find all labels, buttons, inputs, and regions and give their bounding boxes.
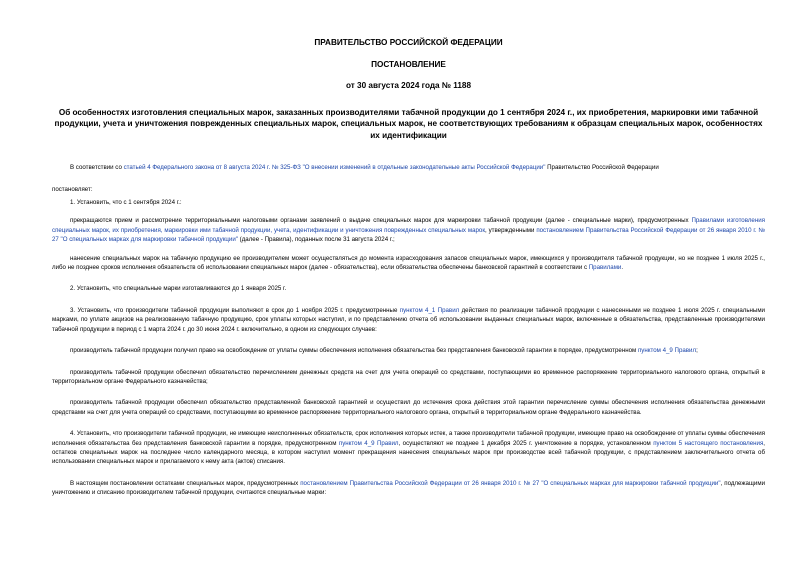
rules-short-link[interactable]: Правилами bbox=[588, 264, 622, 272]
paragraph-2: 2. Установить, что специальные марки изготавливаются до 1 января 2025 г. bbox=[70, 285, 287, 293]
document-title: Об особенностях изготовления специальных марок, заказанных производителями табачной продукции до 1 сентября 2024 г., их приобретения, маркировки ими табачной продукции, учета и уничтожения поврежденных специальных марок, специальных марок, не соответствующих требованиям к образцам специальных марок, особенностях их идентификации bbox=[54, 108, 763, 140]
paragraph-1a bbox=[52, 216, 765, 244]
paragraph-4 bbox=[52, 429, 765, 467]
text: (далее - Правила), поданных после 31 августа 2024 г.; bbox=[237, 236, 395, 244]
document-body bbox=[52, 163, 765, 497]
document-date-number: от 30 августа 2024 года № 1188 bbox=[345, 81, 472, 90]
paragraph-5 bbox=[52, 479, 765, 498]
law-article-link[interactable]: статьей 4 Федерального закона от 8 августа 2024 г. № 325-ФЗ "О внесении изменений в отдельные законодательные акты Российской Федерации" bbox=[123, 164, 546, 172]
rules-point-4-9-link[interactable]: пунктом 4_9 Правил bbox=[338, 439, 399, 447]
point-5-link[interactable]: пунктом 5 настоящего постановления bbox=[653, 439, 764, 447]
text: 4. Установить, что производители табачной продукции, не имеющие неисполненных обязательств, срок исполнения которых истек, а также производители табачной продукции, имеющие право на освобождение от уплаты суммы обеспечения исполнения обязательства без представления банковской гарантии в порядке, предусмотренном bbox=[52, 430, 765, 447]
intro-paragraph bbox=[52, 163, 765, 172]
paragraph-3a bbox=[52, 346, 765, 355]
text: производитель табачной продукции получил право на освобождение от уплаты суммы обеспечения исполнения обязательства без представления банковской гарантии в порядке, предусмотренном bbox=[70, 347, 638, 355]
paragraph-3b: производитель табачной продукции обеспечил обязательство перечислением денежных средств на счет для учета операций со средствами, поступающими во временное распоряжение территориального налогового органа, открытый в территориальном органе Федерального казначейства; bbox=[52, 368, 765, 385]
resolution-27-link[interactable]: постановлением Правительства Российской Федерации от 26 января 2010 г. № 27 "О специальных марках для маркировки табачной продукции" bbox=[300, 479, 721, 487]
rules-point-4-1-link[interactable]: пунктом 4_1 Правил bbox=[399, 306, 460, 314]
text: Правительство Российской Федерации bbox=[545, 164, 659, 172]
paragraph-3 bbox=[52, 306, 765, 334]
text: действия по реализации табачной продукции с нанесенными не позднее 1 июля 2025 г. специальными марками, по уплате акцизов на реализованную табачную продукцию, срок уплаты которых наступил, и по представлению отчета об использовании выданных специальных марок, включенные в обязательства, представленные производителями табачной продукции в период с 1 марта 2024 г. до 30 июня 2024 г. включительно, в одном из следующих случаев: bbox=[52, 306, 765, 333]
resolution-27-link[interactable]: постановлением Правительства Российской Федерации от 26 января 2010 г. № 27 "О специальных марках для маркировки табачной продукции" bbox=[52, 226, 765, 244]
text: ; bbox=[696, 347, 698, 355]
paragraph-3c: производитель табачной продукции обеспечил обязательство представленной банковской гарантией и осуществил до истечения срока действия этой гарантии перечисление суммы обеспечения исполнения обязательства денежными средствами на счет для учета операций со средствами, поступающими во временное распоряжение территориального налогового органа, открытый в территориальном органе Федерального казначейства. bbox=[52, 399, 765, 416]
text: , осуществляют не позднее 1 декабря 2025 г. уничтожение в порядке, установленном bbox=[398, 439, 654, 447]
text: В соответствии со bbox=[70, 164, 124, 172]
text: В настоящем постановлении остатками специальных марок, предусмотренных bbox=[70, 479, 301, 487]
text: нанесение специальных марок на табачную продукцию ее производителем может осуществляться до момента израсходования запасов специальных марок, имеющихся у производителя табачной продукции, но не позднее 1 июля 2025 г., либо не позднее сроков исполнения обязательств об использовании специальных марок (далее - обязательства), если обязательства обеспечены банковской гарантией в соответствии с bbox=[52, 254, 765, 272]
government-heading: ПРАВИТЕЛЬСТВО РОССИЙСКОЙ ФЕДЕРАЦИИ bbox=[314, 38, 503, 47]
rules-point-4-9-link[interactable]: пунктом 4_9 Правил bbox=[637, 347, 697, 355]
document-type-heading: ПОСТАНОВЛЕНИЕ bbox=[371, 60, 446, 69]
decides-paragraph: постановляет: bbox=[52, 185, 93, 193]
text: , подлежащими уничтожению и списанию производителем табачной продукции, считаются специальные марки: bbox=[52, 479, 766, 497]
text: . bbox=[621, 264, 624, 272]
rules-link[interactable]: Правилами изготовления специальных марок, их приобретения, маркировки ими табачной продукции, учета, идентификации и уничтожения поврежденных специальных марок bbox=[52, 217, 765, 234]
text: , остатков специальных марок на последнее число календарного месяца, в котором наступил момент прекращения нанесения специальных марок при производстве всей табачной продукции, с представлением заключительного отчета об использовании специальных марок и прилагаемого к нему акта (актов) списания. bbox=[52, 439, 765, 466]
text: 3. Установить, что производители табачной продукции выполняют в срок до 1 ноября 2025 г. предусмотренные bbox=[70, 306, 400, 314]
paragraph-1: 1. Установить, что с 1 сентября 2024 г.: bbox=[70, 199, 182, 207]
text: , утвержденными bbox=[485, 226, 537, 234]
paragraph-1b bbox=[52, 254, 765, 273]
text: прекращаются прием и рассмотрение территориальными налоговыми органами заявлений о выдаче специальных марок для маркировки табачной продукции (далее - специальные марки), предусмотренных bbox=[70, 217, 692, 225]
